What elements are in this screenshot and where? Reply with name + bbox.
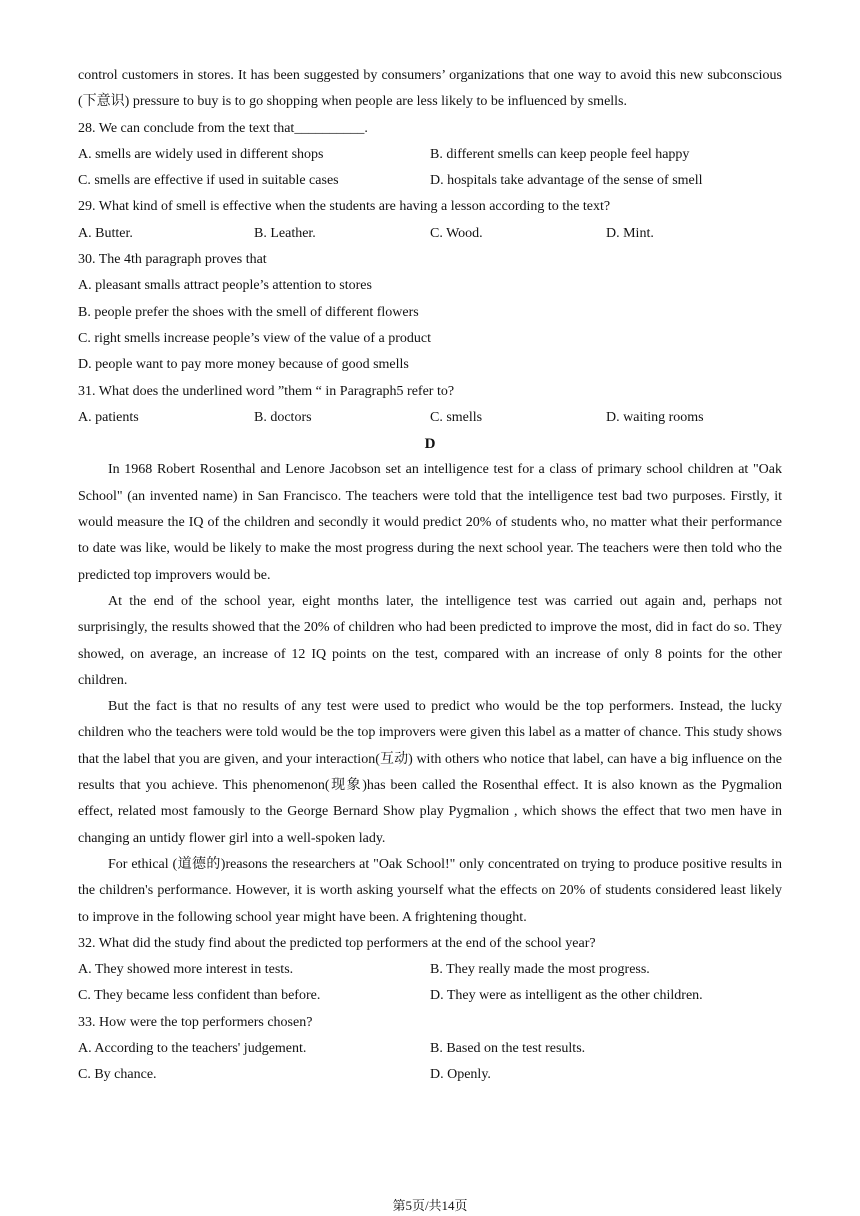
options	[78, 168, 782, 194]
options	[78, 221, 782, 247]
question-stem: 28. We can conclude from the text that__________.	[78, 120, 368, 136]
passage-paragraph: For ethical (道德的)reasons the researchers at "Oak School!" only concentrated on trying to produce positive results in the children's performance. However, it is worth asking yourself what the effects on 20% of students considered least likely to improve in the following school year might have been. A frightening thought.	[78, 856, 782, 925]
question-stem: 29. What kind of smell is effective when the students are having a lesson according to the text?	[78, 199, 611, 215]
page-footer: 第5页/共14页	[392, 1198, 468, 1213]
option: B. Based on the test results.	[430, 1040, 586, 1056]
options	[78, 142, 782, 168]
option: B. Leather.	[254, 225, 316, 241]
option: C. smells	[430, 409, 483, 425]
option: D. They were as intelligent as the other children.	[430, 988, 703, 1004]
question-stem: 30. The 4th paragraph proves that	[78, 252, 267, 268]
option: A. They showed more interest in tests.	[78, 962, 294, 978]
options	[78, 1062, 782, 1088]
option: C. By chance.	[78, 1067, 157, 1083]
question-stem: 31. What does the underlined word ”them “ in Paragraph5 refer to?	[78, 383, 455, 399]
option: A. According to the teachers' judgement.	[78, 1040, 307, 1056]
option: C. Wood.	[430, 225, 483, 241]
option: D. people want to pay more money because of good smells	[78, 357, 409, 373]
option: C. They became less confident than before.	[78, 988, 321, 1004]
intro-paragraph: control customers in stores. It has been suggested by consumers’ organizations that one way to avoid this new subconscious (下意识) pressure to buy is to go shopping when people are less likely to be influenced by smells.	[78, 68, 782, 110]
option: D. Openly.	[430, 1067, 491, 1083]
option: A. pleasant smalls attract people’s attention to stores	[78, 278, 372, 294]
section-heading: D	[424, 436, 436, 453]
option: D. Mint.	[606, 225, 654, 241]
option: C. smells are effective if used in suitable cases	[78, 173, 339, 189]
options	[78, 1036, 782, 1062]
option: A. patients	[78, 409, 139, 425]
passage-paragraph: But the fact is that no results of any test were used to predict who would be the top performers. Instead, the lucky children who the teachers were told would be the top improvers were given this label as a matter of chance. This study shows that the label that you are given, and your interaction(互动) with others who notice that label, can have a big influence on the results that you achieve. This phenomenon(现象)has been called the Rosenthal effect. It is also known as the Pygmalion effect, related most famously to the George Bernard Show play Pygmalion , which shows the effect that two men have in changing an untidy flower girl into a well-spoken lady.	[78, 699, 782, 846]
option: A. smells are widely used in different shops	[78, 146, 324, 162]
question-stem: 33. How were the top performers chosen?	[78, 1014, 313, 1030]
question-stem: 32. What did the study find about the predicted top performers at the end of the school year?	[78, 935, 596, 951]
page	[78, 63, 782, 1089]
option: B. people prefer the shoes with the smell of different flowers	[78, 304, 419, 320]
options	[78, 957, 782, 983]
option: B. different smells can keep people feel happy	[430, 146, 690, 162]
options	[78, 405, 782, 431]
option: B. doctors	[254, 409, 312, 425]
options	[78, 983, 782, 1009]
passage-paragraph: In 1968 Robert Rosenthal and Lenore Jacobson set an intelligence test for a class of primary school children at "Oak School" (an invented name) in San Francisco. The teachers were told that the intelligence test bad two purposes. Firstly, it would measure the IQ of the children and secondly it would predict 20% of students who, no matter what their performance to date was like, would be likely to make the most progress during the next school year. The teachers were then told who the predicted top improvers would be.	[78, 462, 782, 583]
option: C. right smells increase people’s view of the value of a product	[78, 330, 432, 346]
option: B. They really made the most progress.	[430, 962, 650, 978]
passage-paragraph: At the end of the school year, eight months later, the intelligence test was carried out again and, perhaps not surprisingly, the results showed that the 20% of children who had been predicted to improve the most, did in fact do so. They showed, on average, an increase of 12 IQ points on the test, compared with an increase of only 8 points for the other children.	[78, 593, 782, 688]
option: D. waiting rooms	[606, 409, 704, 425]
option: D. hospitals take advantage of the sense of smell	[430, 173, 703, 189]
option: A. Butter.	[78, 225, 133, 241]
